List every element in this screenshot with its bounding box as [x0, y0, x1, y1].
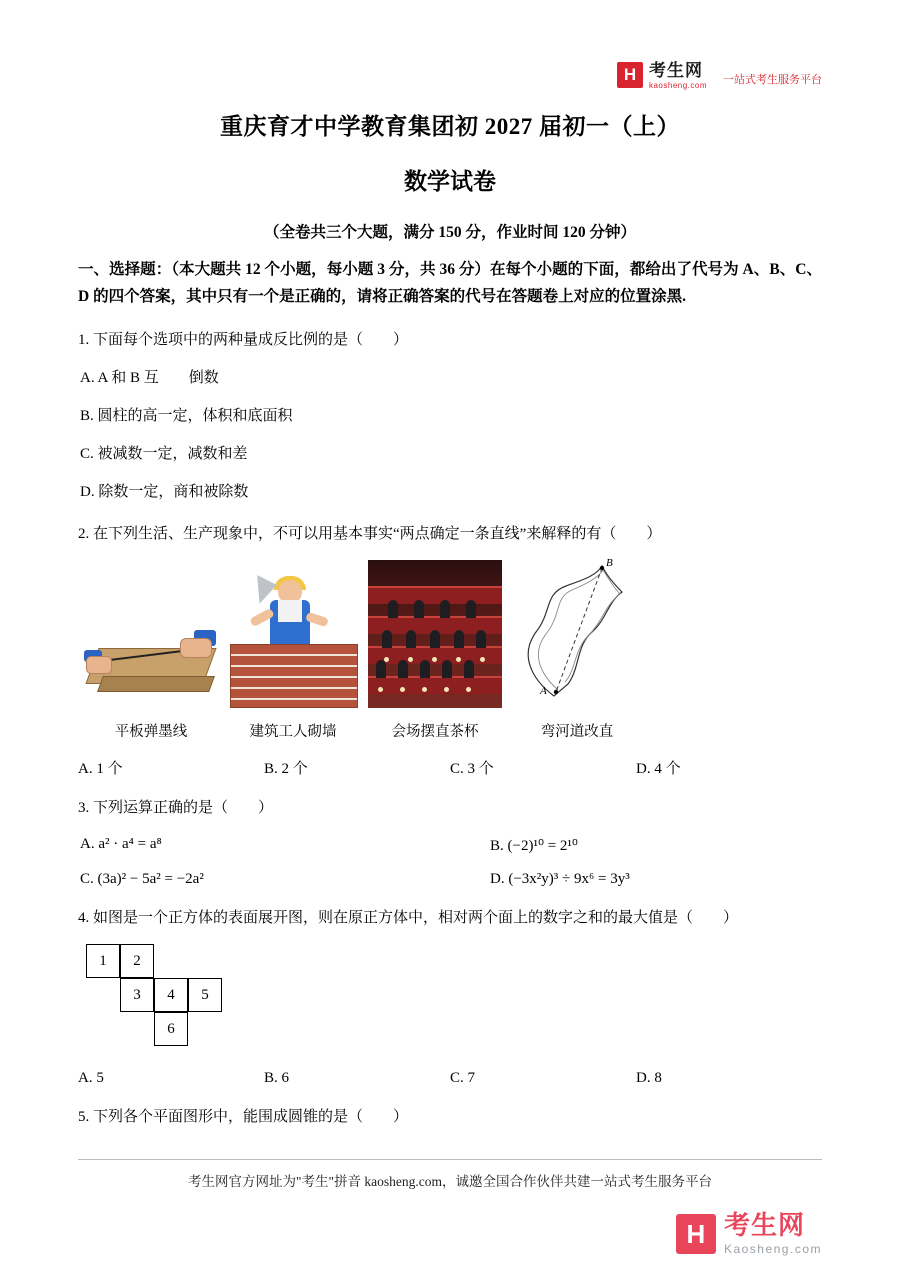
- footer-logo: [676, 1212, 822, 1256]
- logo-title-cn: 考生网: [648, 61, 703, 80]
- question-4-choice-b: B. 6: [264, 1070, 290, 1087]
- river-map-svg: [510, 558, 644, 708]
- question-4-text: 如图是一个正方体的表面展开图，则在原正方体中，相对两个面上的数字之和的最大值是（ ）: [93, 910, 739, 927]
- question-4-choice-d: D. 8: [636, 1070, 662, 1087]
- net-cell-2: 2: [120, 944, 154, 978]
- figure-bricklayer: [226, 558, 360, 741]
- net-cell-5: 5: [188, 978, 222, 1012]
- question-4-choice-a: A. 5: [78, 1070, 104, 1087]
- question-3-number: 3.: [78, 800, 90, 817]
- question-5-stem: [78, 1105, 822, 1129]
- question-2-choice-a: A. 1 个: [78, 761, 123, 778]
- question-4-choices: [78, 1070, 822, 1087]
- figure-4-caption: 弯河道改直: [540, 724, 614, 741]
- right-hand: [180, 638, 212, 658]
- brick-wall-shape: [230, 644, 358, 708]
- river-label-b: B: [606, 558, 613, 570]
- question-3-choices-row-2: [78, 871, 822, 888]
- question-4-stem: [78, 906, 822, 930]
- figure-2-caption: 建筑工人砌墙: [249, 724, 337, 741]
- net-cell-6: 6: [154, 1012, 188, 1046]
- figure-1-caption: 平板弹墨线: [114, 724, 188, 741]
- footer-logo-en: Kaosheng.com: [723, 1242, 822, 1256]
- question-2-number: 2.: [78, 526, 90, 543]
- question-2-choice-b: B. 2 个: [264, 761, 308, 778]
- footer-note: 考生网官方网址为"考生"拼音 kaosheng.com，诚邀全国合作伙伴共建一站式考生服务平台: [187, 1174, 712, 1189]
- question-1-stem: [78, 328, 822, 352]
- question-5-number: 5.: [78, 1109, 90, 1126]
- question-4-choice-c: C. 7: [450, 1070, 476, 1087]
- question-5-text: 下列各个平面图形中，能围成圆锥的是（ ）: [93, 1109, 409, 1126]
- left-hand: [86, 656, 112, 674]
- question-2-text: 在下列生活、生产现象中，不可以用基本事实“两点确定一条直线”来解释的有（ ）: [93, 526, 662, 543]
- question-3-text: 下列运算正确的是（ ）: [93, 800, 274, 817]
- question-1-option-d: D. 除数一定，商和被除数: [80, 484, 249, 501]
- question-3-choice-b: B. (−2)¹⁰ = 2¹⁰: [490, 838, 578, 855]
- question-1-option-c: C. 被减数一定，减数和差: [80, 446, 248, 463]
- footer-logo-cn: 考生网: [723, 1210, 805, 1240]
- question-2-figures: [84, 558, 822, 741]
- question-1-option-a: A. A 和 B 互 倒数: [80, 370, 219, 387]
- river-label-a: A: [540, 685, 547, 698]
- net-cell-1: 1: [86, 944, 120, 978]
- question-1-text: 下面每个选项中的两种量成反比例的是（ ）: [93, 332, 409, 349]
- logo-title-en: kaosheng.com: [648, 81, 707, 90]
- question-3-stem: [78, 796, 822, 820]
- question-3-choice-c: C. (3a)² − 5a² = −2a²: [80, 871, 204, 888]
- question-2-stem: [78, 522, 822, 546]
- footer-logo-mark-icon: H: [676, 1214, 716, 1254]
- logo-text: [649, 62, 707, 90]
- question-3-choice-a: A. a² · a⁴ = a⁸: [80, 836, 162, 853]
- question-2-choices: [78, 757, 822, 778]
- question-3-choice-d: D. (−3x²y)³ ÷ 9x⁶ = 3y³: [490, 871, 630, 888]
- figure-river-straightening: [510, 558, 644, 741]
- section-intro: 一、选择题：（本大题共 12 个小题，每小题 3 分，共 36 分）在每个小题的下面，都给出了代号为 A、B、C、D 的四个答案，其中只有一个是正确的，请将正确答案的代号在答题卷上对应的位置涂黑.: [78, 261, 822, 306]
- page-subtitle: 数学试卷: [404, 169, 496, 194]
- plank-shadow-shape: [97, 676, 215, 692]
- question-2-choice-c: C. 3 个: [450, 761, 494, 778]
- question-3-choices-row-1: [78, 836, 822, 855]
- question-2-choice-d: D. 4 个: [636, 761, 681, 778]
- question-4-number: 4.: [78, 910, 90, 927]
- page-title: 重庆育才中学教育集团初 2027 届初一（上）: [220, 114, 680, 139]
- footer-divider: [78, 1159, 822, 1160]
- net-cell-3: 3: [120, 978, 154, 1012]
- figure-3-caption: 会场摆直茶杯: [391, 724, 479, 741]
- site-logo: [617, 62, 822, 90]
- question-1-option-b: B. 圆柱的高一定，体积和底面积: [80, 408, 293, 425]
- cube-net-figure: [86, 944, 296, 1054]
- logo-mark-icon: H: [617, 62, 643, 88]
- net-cell-4: 4: [154, 978, 188, 1012]
- hall-photo: [368, 560, 502, 708]
- shirt-shape: [278, 600, 302, 622]
- exam-meta: （全卷共三个大题，满分 150 分，作业时间 120 分钟）: [263, 224, 636, 241]
- question-1-number: 1.: [78, 332, 90, 349]
- figure-hall-teacups: [368, 558, 502, 741]
- figure-plank-ink-line: [84, 558, 218, 741]
- logo-slogan: 一站式考生服务平台: [723, 74, 822, 86]
